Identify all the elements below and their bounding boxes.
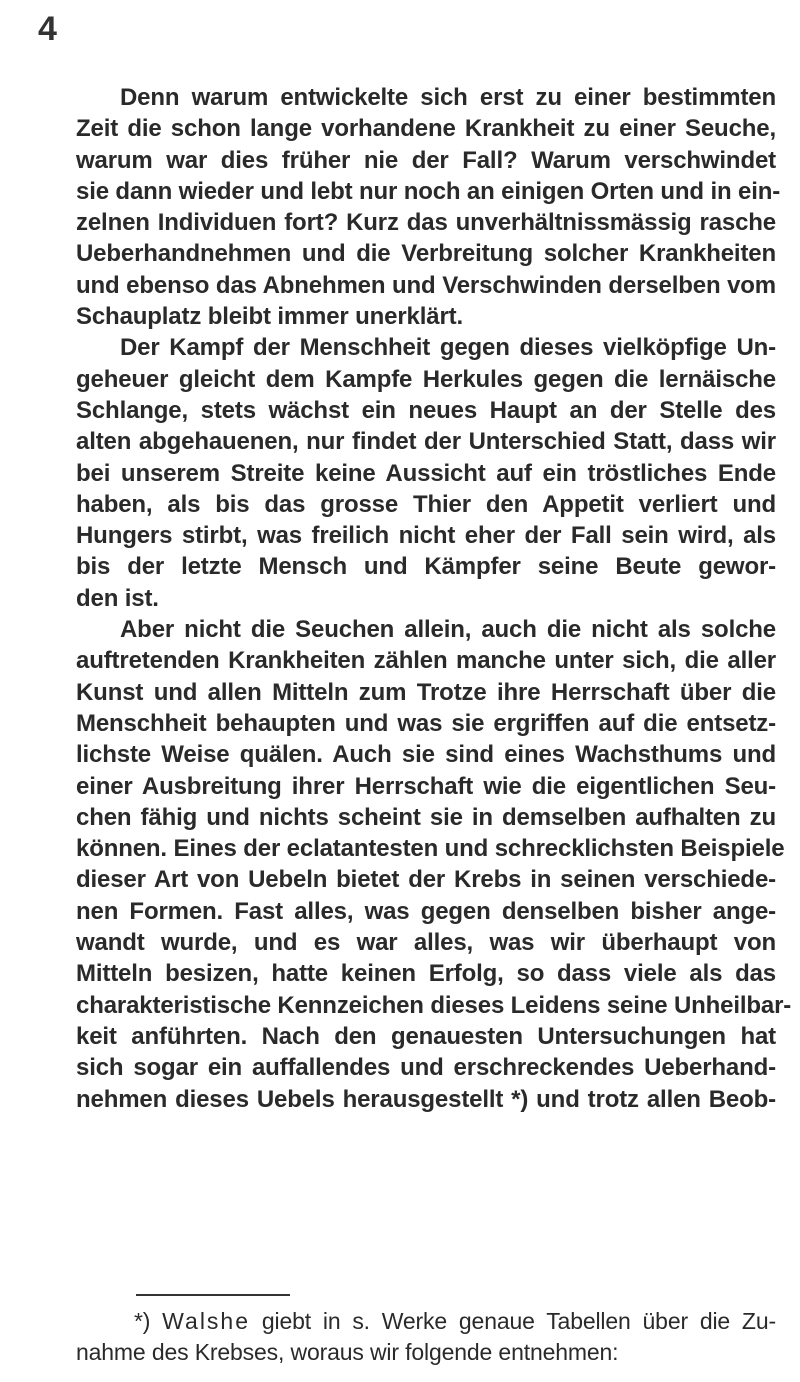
text-line: charakteristische Kennzeichen dieses Leidens seine Unheilbar- — [76, 991, 792, 1019]
text-line: Denn warum entwickelte sich erst zu einer bestimmten — [120, 84, 776, 111]
body-text — [76, 82, 792, 1115]
text-line: Schlange, stets wächst ein neues Haupt an der Stelle des — [76, 396, 776, 424]
text-line: Hungers stirbt, was freilich nicht eher der Fall sein wird, als — [76, 522, 776, 550]
text-line: einer Ausbreitung ihrer Herrschaft wie die eigentlichen Seu- — [76, 772, 776, 800]
text-line: Aber nicht die Seuchen allein, auch die nicht als solche — [120, 616, 776, 644]
text-line: Zeit die schon lange vorhandene Krankheit zu einer Seuche, — [76, 115, 776, 143]
text-line: Menschheit behaupten und was sie ergriffen auf die entsetz- — [76, 709, 776, 737]
text-line: wandt wurde, und es war alles, was wir überhaupt von — [76, 929, 776, 957]
text-line: nehmen dieses Uebels herausgestellt *) und trotz allen Beob- — [76, 1085, 776, 1113]
footnote — [76, 1306, 776, 1369]
text-line: Ueberhandnehmen und die Verbreitung solcher Krankheiten — [76, 240, 776, 268]
page-number: 4 — [38, 10, 57, 48]
text-line: nen Formen. Fast alles, was gegen denselben bisher ange- — [76, 897, 776, 925]
text-line: Schauplatz bleibt immer unerklärt. — [76, 303, 463, 331]
text-line: bis der letzte Mensch und Kämpfer seine Beute gewor- — [76, 553, 776, 581]
text-line: warum war dies früher nie der Fall? Warum verschwindet — [76, 146, 776, 174]
text-line: und ebenso das Abnehmen und Verschwinden derselben vom — [76, 271, 776, 299]
footnote-author: Walshe — [162, 1308, 251, 1334]
text-line: bei unserem Streite keine Aussicht auf ein tröstliches Ende — [76, 459, 776, 487]
text-line: Mitteln besizen, hatte keinen Erfolg, so dass viele als das — [76, 960, 776, 988]
text-line: lichste Weise quälen. Auch sie sind eines Wachsthums und — [76, 741, 776, 769]
text-line: zelnen Individuen fort? Kurz das unverhältnissmässig rasche — [76, 209, 776, 237]
text-line: chen fähig und nichts scheint sie in demselben aufhalten zu — [76, 803, 776, 831]
footnote-text: giebt in s. Werke genaue Tabellen über die Zu- — [261, 1308, 776, 1334]
text-line: Kunst und allen Mitteln zum Trotze ihre Herrschaft über die — [76, 678, 776, 706]
text-line: auftretenden Krankheiten zählen manche unter sich, die aller — [76, 647, 776, 675]
text-line: dieser Art von Uebeln bietet der Krebs in seinen verschiede- — [76, 866, 776, 894]
text-line: den ist. — [76, 584, 159, 612]
text-line: keit anführten. Nach den genauesten Untersuchungen hat — [76, 1022, 776, 1050]
text-line: geheuer gleicht dem Kampfe Herkules gegen die lernäische — [76, 365, 776, 393]
text-line: Der Kampf der Menschheit gegen dieses vielköpfige Un- — [120, 334, 776, 362]
text-line: haben, als bis das grosse Thier den Appetit verliert und — [76, 490, 776, 518]
text-line: sich sogar ein auffallendes und erschreckendes Ueberhand- — [76, 1054, 776, 1082]
footnote-marker: *) — [134, 1308, 151, 1334]
text-line: sie dann wieder und lebt nur noch an einigen Orten und in ein- — [76, 177, 781, 205]
text-line: können. Eines der eclatantesten und schrecklichsten Beispiele — [76, 835, 785, 863]
footnote-line: nahme des Krebses, woraus wir folgende entnehmen: — [76, 1339, 619, 1366]
footnote-divider — [136, 1294, 290, 1296]
footnote-line — [76, 1306, 776, 1337]
text-line: alten abgehauenen, nur findet der Unterschied Statt, dass wir — [76, 428, 776, 456]
